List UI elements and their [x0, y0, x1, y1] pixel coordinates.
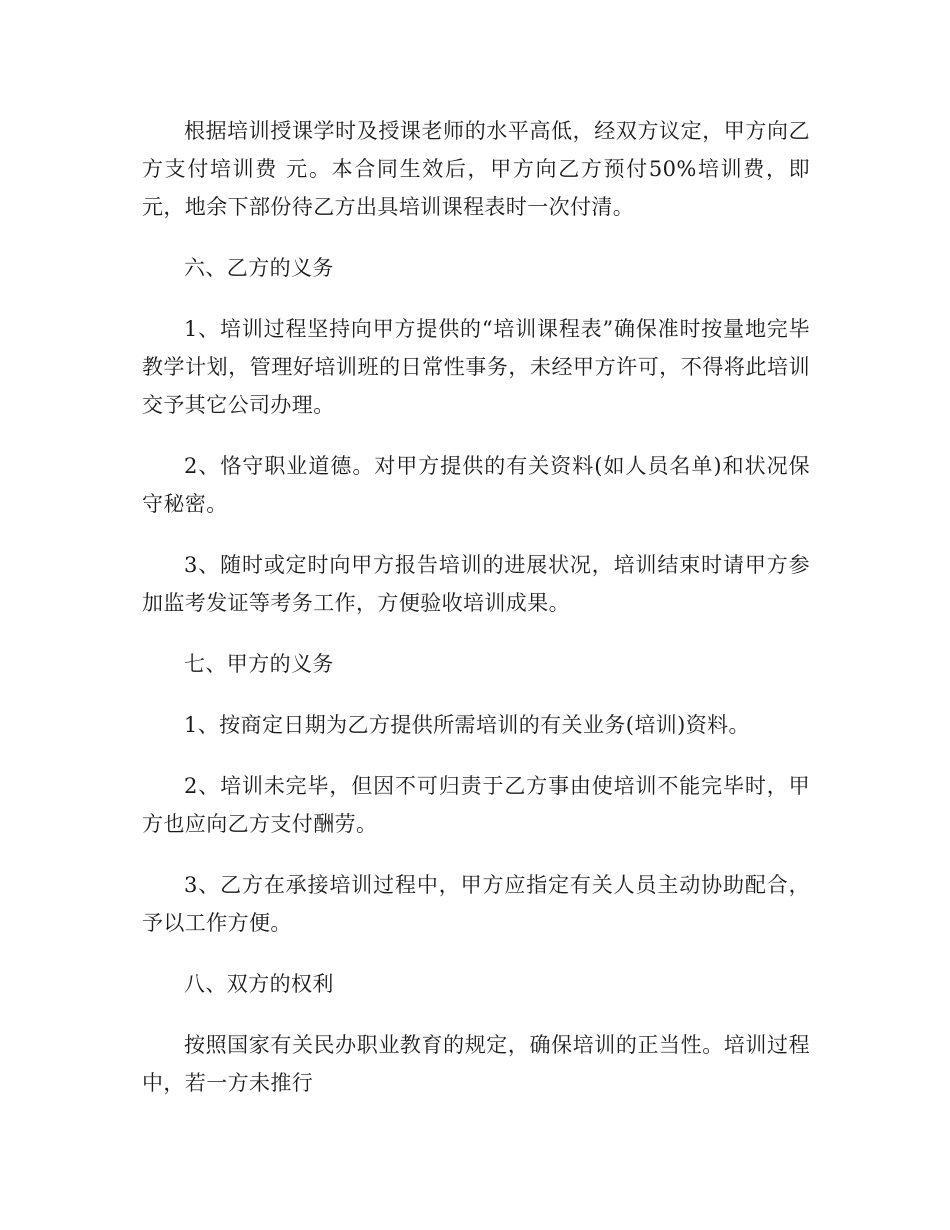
party-b-obligation-3: 3、随时或定时向甲方报告培训的进展状况，培训结束时请甲方参加监考发证等考务工作，方便验收培训成果。 — [142, 553, 810, 615]
document-body — [142, 112, 810, 1125]
section-heading-party-b-obligations: 六、乙方的义务 — [184, 256, 334, 280]
mutual-rights-paragraph: 按照国家有关民办职业教育的规定，确保培训的正当性。培训过程中，若一方未推行 — [142, 1033, 810, 1095]
section-heading-mutual-rights: 八、双方的权利 — [184, 972, 334, 996]
party-b-obligation-1: 1、培训过程坚持向甲方提供的“培训课程表”确保准时按量地完毕教学计划，管理好培训班的日常性事务，未经甲方许可，不得将此培训交予其它公司办理。 — [142, 317, 810, 417]
party-a-obligation-2: 2、培训未完毕，但因不可归责于乙方事由使培训不能完毕时，甲方也应向乙方支付酬劳。 — [142, 774, 810, 836]
party-b-obligation-2: 2、恪守职业道德。对甲方提供的有关资料(如人员名单)和状况保守秘密。 — [142, 454, 810, 516]
payment-terms-paragraph: 根据培训授课学时及授课老师的水平高低，经双方议定，甲方向乙方支付培训费 元。本合同生效后，甲方向乙方预付50%培训费，即 元，地余下部份待乙方出具培训课程表时一次付清。 — [142, 119, 810, 219]
section-heading-party-a-obligations: 七、甲方的义务 — [184, 652, 334, 676]
party-a-obligation-3: 3、乙方在承接培训过程中，甲方应指定有关人员主动协助配合，予以工作方便。 — [142, 873, 810, 935]
party-a-obligation-1: 1、按商定日期为乙方提供所需培训的有关业务(培训)资料。 — [184, 713, 750, 737]
